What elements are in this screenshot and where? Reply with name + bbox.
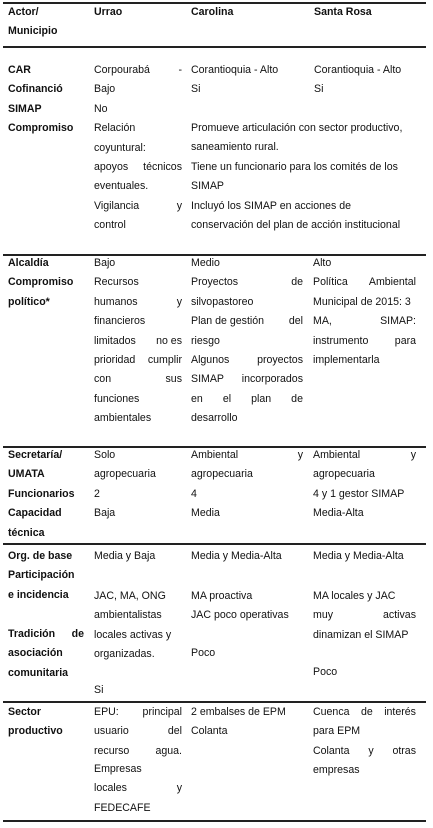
- secretaria-labels: [8, 446, 75, 543]
- alcaldia-urrao-bajo: Bajo: [94, 257, 116, 269]
- org-santa-rosa-dinamizan: dinamizan el SIMAP: [313, 628, 409, 641]
- car-santa-rosa-corantioquia: Corantioquia - Alto: [314, 64, 402, 76]
- alcaldia-santa-rosa-politica: [313, 273, 416, 292]
- header-rule: [3, 46, 426, 48]
- label-alcaldia: Alcaldía: [8, 257, 49, 269]
- alcaldia-urrao-prioridad: [94, 351, 182, 370]
- car-urrao-vigilancia-word: Vigilancia: [94, 199, 140, 212]
- sector-urrao-fedecafe: FEDECAFE: [94, 802, 151, 815]
- alcaldia-carolina: [191, 254, 303, 429]
- alcaldia-urrao-humanos-word: humanos: [94, 295, 138, 308]
- org-santa-rosa-muy: [313, 606, 416, 625]
- car-urrao-vigilancia: [94, 197, 182, 216]
- sector-carolina-colanta: Colanta: [191, 725, 228, 738]
- car-carolina: [191, 61, 278, 100]
- car-urrao: [94, 61, 182, 236]
- sector-santa-rosa-interes: interés: [384, 706, 416, 718]
- alcaldia-carolina-incorporados: incorporados: [241, 373, 303, 386]
- bottom-rule: [3, 820, 426, 822]
- label-sector: Sector: [8, 706, 41, 718]
- secretaria-carolina-ambiental-word: Ambiental: [191, 449, 239, 461]
- alcaldia-carolina-proyectos2: proyectos: [257, 354, 303, 367]
- sector-urrao-agua: agua.: [155, 744, 182, 757]
- car-urrao-line1: [94, 61, 182, 80]
- org-carolina-media: Media y Media-Alta: [191, 550, 282, 562]
- secretaria-urrao-agropecuaria: agropecuaria: [94, 468, 156, 481]
- sector-labels: [8, 703, 63, 742]
- alcaldia-santa-rosa-ma: [313, 312, 416, 331]
- alcaldia-urrao-financieros: financieros: [94, 315, 146, 328]
- org-urrao-jac: JAC, MA, ONG: [94, 590, 166, 602]
- alcaldia-urrao-limitados: [94, 332, 182, 351]
- secretaria-carolina-ambiental: [191, 446, 303, 465]
- alcaldia-carolina-simap-word: SIMAP: [191, 373, 224, 386]
- label-politico: político*: [8, 295, 50, 308]
- alcaldia-urrao-ambientales: ambientales: [94, 412, 152, 425]
- secretaria-carolina-y: y: [297, 449, 303, 461]
- sector-urrao-principal: principal: [142, 706, 182, 718]
- alcaldia-carolina-en: [191, 390, 303, 409]
- alcaldia-santa-rosa-ambiental: Ambiental: [368, 276, 416, 289]
- alcaldia-urrao-limitados-word: limitados: [94, 334, 136, 347]
- alcaldia-labels: [8, 254, 73, 312]
- car-shared-line6: conservación del plan de acción institucional: [191, 219, 401, 232]
- sector-urrao-locales-word: locales: [94, 782, 127, 795]
- label-asociacion: asociación: [8, 647, 63, 660]
- label-tecnica: técnica: [8, 526, 45, 539]
- alcaldia-carolina-algunos-word: Algunos: [191, 354, 230, 367]
- org-carolina-ma: MA proactiva: [191, 590, 253, 602]
- secretaria-santa-rosa-ambiental: [313, 446, 416, 465]
- org-urrao-ambientalistas: ambientalistas: [94, 609, 162, 622]
- org-carolina-poco: Poco: [191, 647, 216, 659]
- sector-santa-rosa-otras: otras: [392, 744, 416, 757]
- car-urrao-relacion: Relación: [94, 122, 136, 135]
- label-participacion: Participación: [8, 569, 75, 582]
- secretaria-santa-rosa-y: y: [410, 449, 416, 461]
- car-carolina-corantioquia: Corantioquia - Alto: [191, 64, 279, 76]
- car-urrao-dash: -: [178, 64, 182, 76]
- org-santa-rosa-ma-locales: MA locales y JAC: [313, 590, 396, 602]
- label-secretaria: Secretaría/: [8, 449, 63, 461]
- org-santa-rosa-detalle: [313, 587, 416, 645]
- car-shared-line3: Tiene un funcionario para los comités de los: [191, 160, 398, 173]
- alcaldia-carolina-el: el: [222, 392, 232, 405]
- header-urrao: Urrao: [94, 6, 123, 18]
- org-santa-rosa-media: Media y Media-Alta: [313, 550, 404, 562]
- label-org-base: Org. de base: [8, 550, 73, 562]
- car-urrao-apoyos: [94, 158, 182, 177]
- alcaldia-urrao-humanos-y: y: [176, 295, 182, 308]
- header-actor: [8, 3, 57, 42]
- alcaldia-santa-rosa: [313, 254, 416, 370]
- alcaldia-santa-rosa-municipal: Municipal de 2015: 3: [313, 295, 411, 308]
- alcaldia-urrao-prioridad-word: prioridad: [94, 354, 136, 367]
- alcaldia-urrao-con-word: con: [94, 373, 112, 386]
- header-actor-line2: Municipio: [8, 25, 58, 38]
- secretaria-urrao-solo: Solo: [94, 449, 116, 461]
- alcaldia-carolina-de: de: [291, 276, 303, 289]
- label-umata: UMATA: [8, 468, 45, 481]
- label-productivo: productivo: [8, 725, 63, 738]
- secretaria-urrao-capacidad: Baja: [94, 507, 116, 520]
- alcaldia-urrao-noes: no es: [156, 334, 182, 347]
- secretaria-santa-rosa: [313, 446, 416, 524]
- sector-urrao-y: y: [176, 782, 182, 795]
- org-urrao-organizadas: organizadas.: [94, 648, 155, 661]
- secretaria-santa-rosa-capacidad: Media-Alta: [313, 507, 364, 520]
- sector-carolina-embalses: 2 embalses de EPM: [191, 706, 286, 718]
- car-shared-line4: SIMAP: [191, 180, 224, 193]
- org-santa-rosa-poco: Poco: [313, 666, 338, 678]
- alcaldia-urrao-con: [94, 370, 182, 389]
- alcaldia-santa-rosa-ma-word: MA,: [313, 315, 332, 328]
- alcaldia-santa-rosa-instrumento: [313, 332, 416, 351]
- car-urrao-corpouraba: Corpourabá: [94, 64, 150, 76]
- sector-santa-rosa-y: y: [368, 744, 374, 757]
- label-compromiso-politico: Compromiso: [8, 276, 74, 289]
- alcaldia-urrao-humanos: [94, 293, 182, 312]
- label-simap: SIMAP: [8, 102, 42, 115]
- label-tradicion-word: Tradición: [8, 628, 56, 640]
- org-urrao-locales: locales activas y: [94, 628, 172, 641]
- org-urrao-si: Si: [94, 684, 104, 696]
- car-urrao-no: No: [94, 102, 108, 115]
- org-carolina-detalle: [191, 587, 289, 626]
- rule-secretaria-org: [3, 543, 426, 545]
- sector-urrao: [94, 703, 182, 819]
- alcaldia-urrao-sus: sus: [165, 373, 182, 386]
- org-labels-bottom: [8, 625, 84, 683]
- alcaldia-carolina-del: del: [288, 315, 303, 328]
- sector-carolina: [191, 703, 286, 742]
- secretaria-santa-rosa-ambiental-word: Ambiental: [313, 449, 361, 461]
- alcaldia-carolina-simap: [191, 370, 303, 389]
- sector-urrao-locales: [94, 778, 182, 799]
- org-labels-top: [8, 547, 75, 605]
- car-urrao-eventuales: eventuales.: [94, 180, 149, 193]
- secretaria-urrao-funcionarios: 2: [94, 487, 100, 500]
- car-shared-compromiso: [191, 119, 402, 235]
- alcaldia-santa-rosa-politica-word: Política: [313, 276, 348, 289]
- label-funcionarios: Funcionarios: [8, 487, 75, 500]
- secretaria-carolina-funcionarios: 4: [191, 487, 197, 500]
- alcaldia-carolina-riesgo: riesgo: [191, 334, 220, 347]
- alcaldia-carolina-desarrollo: desarrollo: [191, 412, 238, 425]
- label-capacidad: Capacidad: [8, 507, 62, 520]
- secretaria-santa-rosa-funcionarios: 4 y 1 gestor SIMAP: [313, 487, 405, 500]
- org-urrao-detalle: [94, 587, 171, 665]
- org-urrao-media: Media y Baja: [94, 550, 156, 562]
- sector-urrao-usuario-word: usuario: [94, 725, 129, 738]
- sector-santa-rosa-de: de: [360, 706, 373, 718]
- secretaria-carolina-agropecuaria: agropecuaria: [191, 468, 253, 481]
- label-comunitaria: comunitaria: [8, 666, 69, 679]
- alcaldia-santa-rosa-para: para: [394, 334, 416, 347]
- alcaldia-urrao-cumplir: cumplir: [147, 354, 182, 367]
- sector-santa-rosa-colanta: [313, 742, 416, 761]
- org-carolina-jac: JAC poco operativas: [191, 609, 289, 622]
- car-carolina-si: Si: [191, 83, 201, 96]
- secretaria-carolina: [191, 446, 303, 524]
- label-tradicion-de: de: [71, 628, 84, 640]
- secretaria-carolina-capacidad: Media: [191, 507, 220, 520]
- alcaldia-carolina-proyectos-word: Proyectos: [191, 276, 239, 289]
- alcaldia-urrao-recursos: Recursos: [94, 276, 139, 289]
- car-urrao-apoyos-word: apoyos: [94, 161, 129, 174]
- alcaldia-carolina-de2: de: [291, 392, 303, 405]
- alcaldia-carolina-medio: Medio: [191, 257, 220, 269]
- car-urrao-bajo: Bajo: [94, 83, 116, 96]
- sector-urrao-recurso-word: recurso: [94, 744, 130, 757]
- secretaria-urrao: [94, 446, 156, 524]
- secretaria-santa-rosa-agropecuaria: agropecuaria: [313, 468, 375, 481]
- alcaldia-carolina-plan-word: Plan de gestión: [191, 315, 265, 328]
- alcaldia-carolina-proyectos: [191, 273, 303, 292]
- car-shared-line2: saneamiento rural.: [191, 141, 279, 154]
- car-shared-line5: Incluyó los SIMAP en acciones de: [191, 199, 351, 212]
- header-santa-rosa: Santa Rosa: [314, 6, 372, 18]
- alcaldia-santa-rosa-instrumento-word: instrumento: [313, 334, 369, 347]
- label-tradicion: [8, 625, 84, 644]
- sector-urrao-del: del: [167, 725, 182, 738]
- sector-urrao-epu-word: EPU:: [94, 706, 119, 718]
- sector-santa-rosa-colanta-word: Colanta: [313, 744, 350, 757]
- label-car: CAR: [8, 64, 31, 76]
- alcaldia-santa-rosa-simap: SIMAP:: [380, 315, 416, 328]
- label-cofinancio: Cofinanció: [8, 83, 63, 96]
- alcaldia-santa-rosa-alto: Alto: [313, 257, 332, 269]
- sector-santa-rosa-cuenca-word: Cuenca: [313, 706, 350, 718]
- alcaldia-santa-rosa-implementarla: implementarla: [313, 354, 380, 367]
- car-urrao-coyuntural: coyuntural:: [94, 141, 146, 154]
- header-actor-line1: Actor/: [8, 6, 39, 18]
- alcaldia-carolina-algunos: [191, 351, 303, 370]
- car-urrao-y: y: [176, 199, 182, 212]
- org-santa-rosa-muy-word: muy: [313, 609, 334, 622]
- label-incidencia: e incidencia: [8, 588, 69, 601]
- car-shared-line1: Promueve articulación con sector productivo,: [191, 122, 403, 134]
- sector-urrao-usuario: [94, 722, 182, 741]
- alcaldia-carolina-plan2: plan: [251, 392, 272, 405]
- alcaldia-carolina-plan: [191, 312, 303, 331]
- sector-urrao-recurso: [94, 742, 182, 761]
- alcaldia-carolina-silvopastoreo: silvopastoreo: [191, 295, 254, 308]
- car-urrao-tecnicos: técnicos: [143, 161, 182, 174]
- sector-urrao-epu: [94, 703, 182, 722]
- alcaldia-urrao-funciones: funciones: [94, 392, 140, 405]
- label-compromiso: Compromiso: [8, 122, 74, 135]
- car-urrao-control: control: [94, 219, 126, 232]
- sector-santa-rosa-empresas: empresas: [313, 764, 360, 777]
- sector-santa-rosa: [313, 703, 416, 781]
- sector-santa-rosa-para-epm: para EPM: [313, 725, 361, 738]
- org-santa-rosa-activas: activas: [383, 609, 416, 622]
- sector-urrao-empresas: Empresas: [94, 763, 142, 776]
- car-labels: [8, 61, 73, 139]
- sector-santa-rosa-cuenca: [313, 703, 416, 722]
- car-santa-rosa: [314, 61, 401, 100]
- car-santa-rosa-si: Si: [314, 83, 324, 96]
- alcaldia-carolina-en-word: en: [191, 392, 203, 405]
- alcaldia-urrao: [94, 254, 182, 429]
- header-carolina: Carolina: [191, 6, 234, 18]
